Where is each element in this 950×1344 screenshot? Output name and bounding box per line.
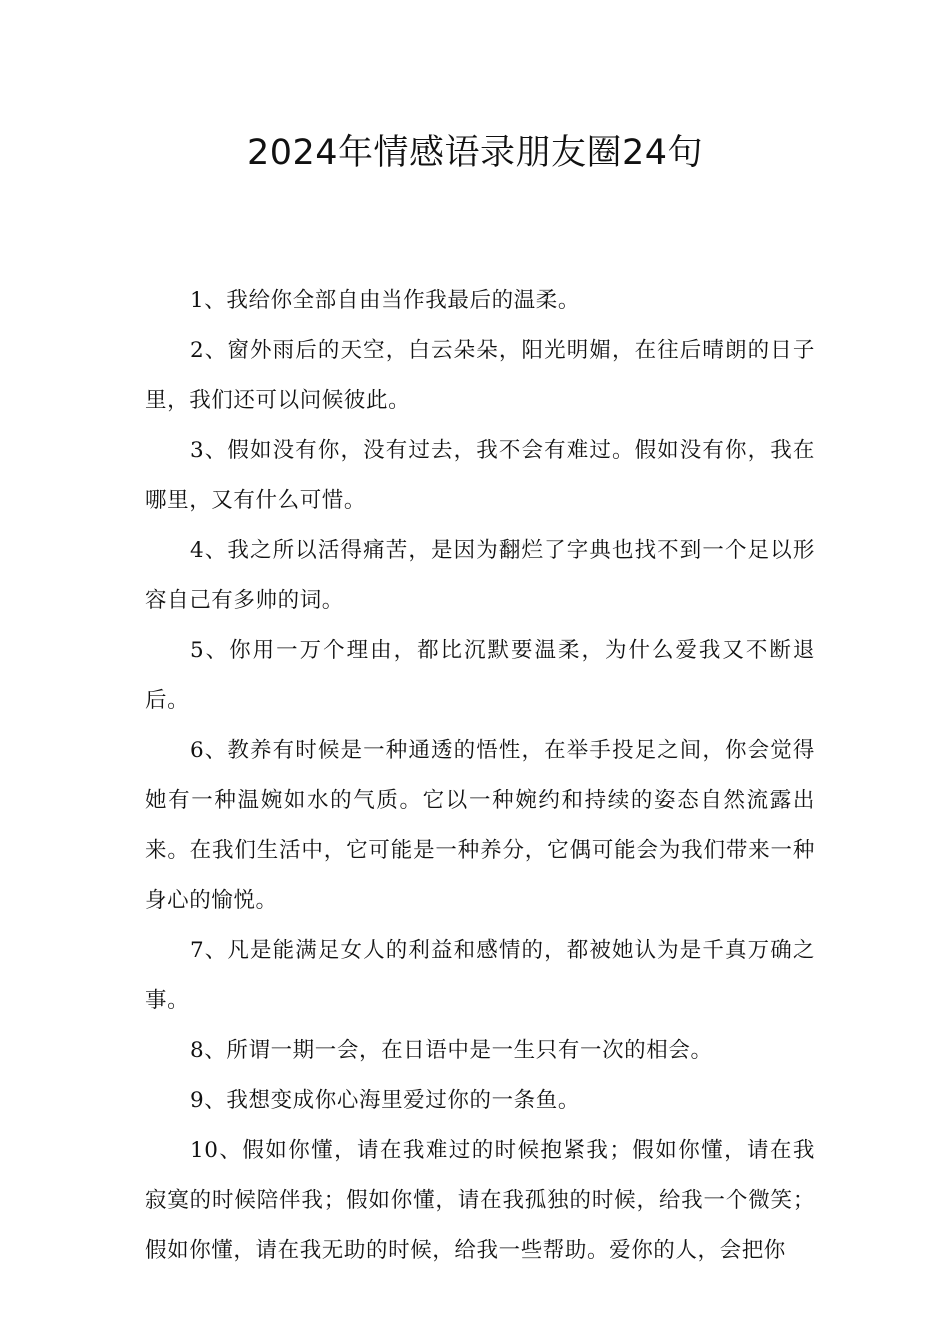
paragraph-4: 4、我之所以活得痛苦，是因为翻烂了字典也找不到一个足以形容自己有多帅的词。 [145,538,815,613]
paragraph-3: 3、假如没有你，没有过去，我不会有难过。假如没有你，我在哪里，又有什么可惜。 [145,438,815,513]
paragraph-8: 8、所谓一期一会，在日语中是一生只有一次的相会。 [190,1038,713,1063]
paragraph-1: 1、我给你全部自由当作我最后的温柔。 [190,288,580,313]
paragraph-9: 9、我想变成你心海里爱过你的一条鱼。 [190,1088,580,1113]
paragraph-5: 5、你用一万个理由，都比沉默要温柔，为什么爱我又不断退后。 [145,638,815,713]
document-title: 2024年情感语录朋友圈24句 [246,133,704,173]
document-body [145,276,815,1276]
paragraph-10: 10、假如你懂，请在我难过的时候抱紧我；假如你懂，请在我寂寞的时候陪伴我；假如你懂，请在我孤独的时候，给我一个微笑；假如你懂，请在我无助的时候，给我一些帮助。爱你的人，会把你 [145,1138,815,1263]
paragraph-2: 2、窗外雨后的天空，白云朵朵，阳光明媚，在往后晴朗的日子里，我们还可以问候彼此。 [145,338,815,413]
paragraph-6: 6、教养有时候是一种通透的悟性，在举手投足之间，你会觉得她有一种温婉如水的气质。它以一种婉约和持续的姿态自然流露出来。在我们生活中，它可能是一种养分，它偶可能会为我们带来一种身心的愉悦。 [145,738,815,913]
paragraph-7: 7、凡是能满足女人的利益和感情的，都被她认为是千真万确之事。 [145,938,815,1013]
